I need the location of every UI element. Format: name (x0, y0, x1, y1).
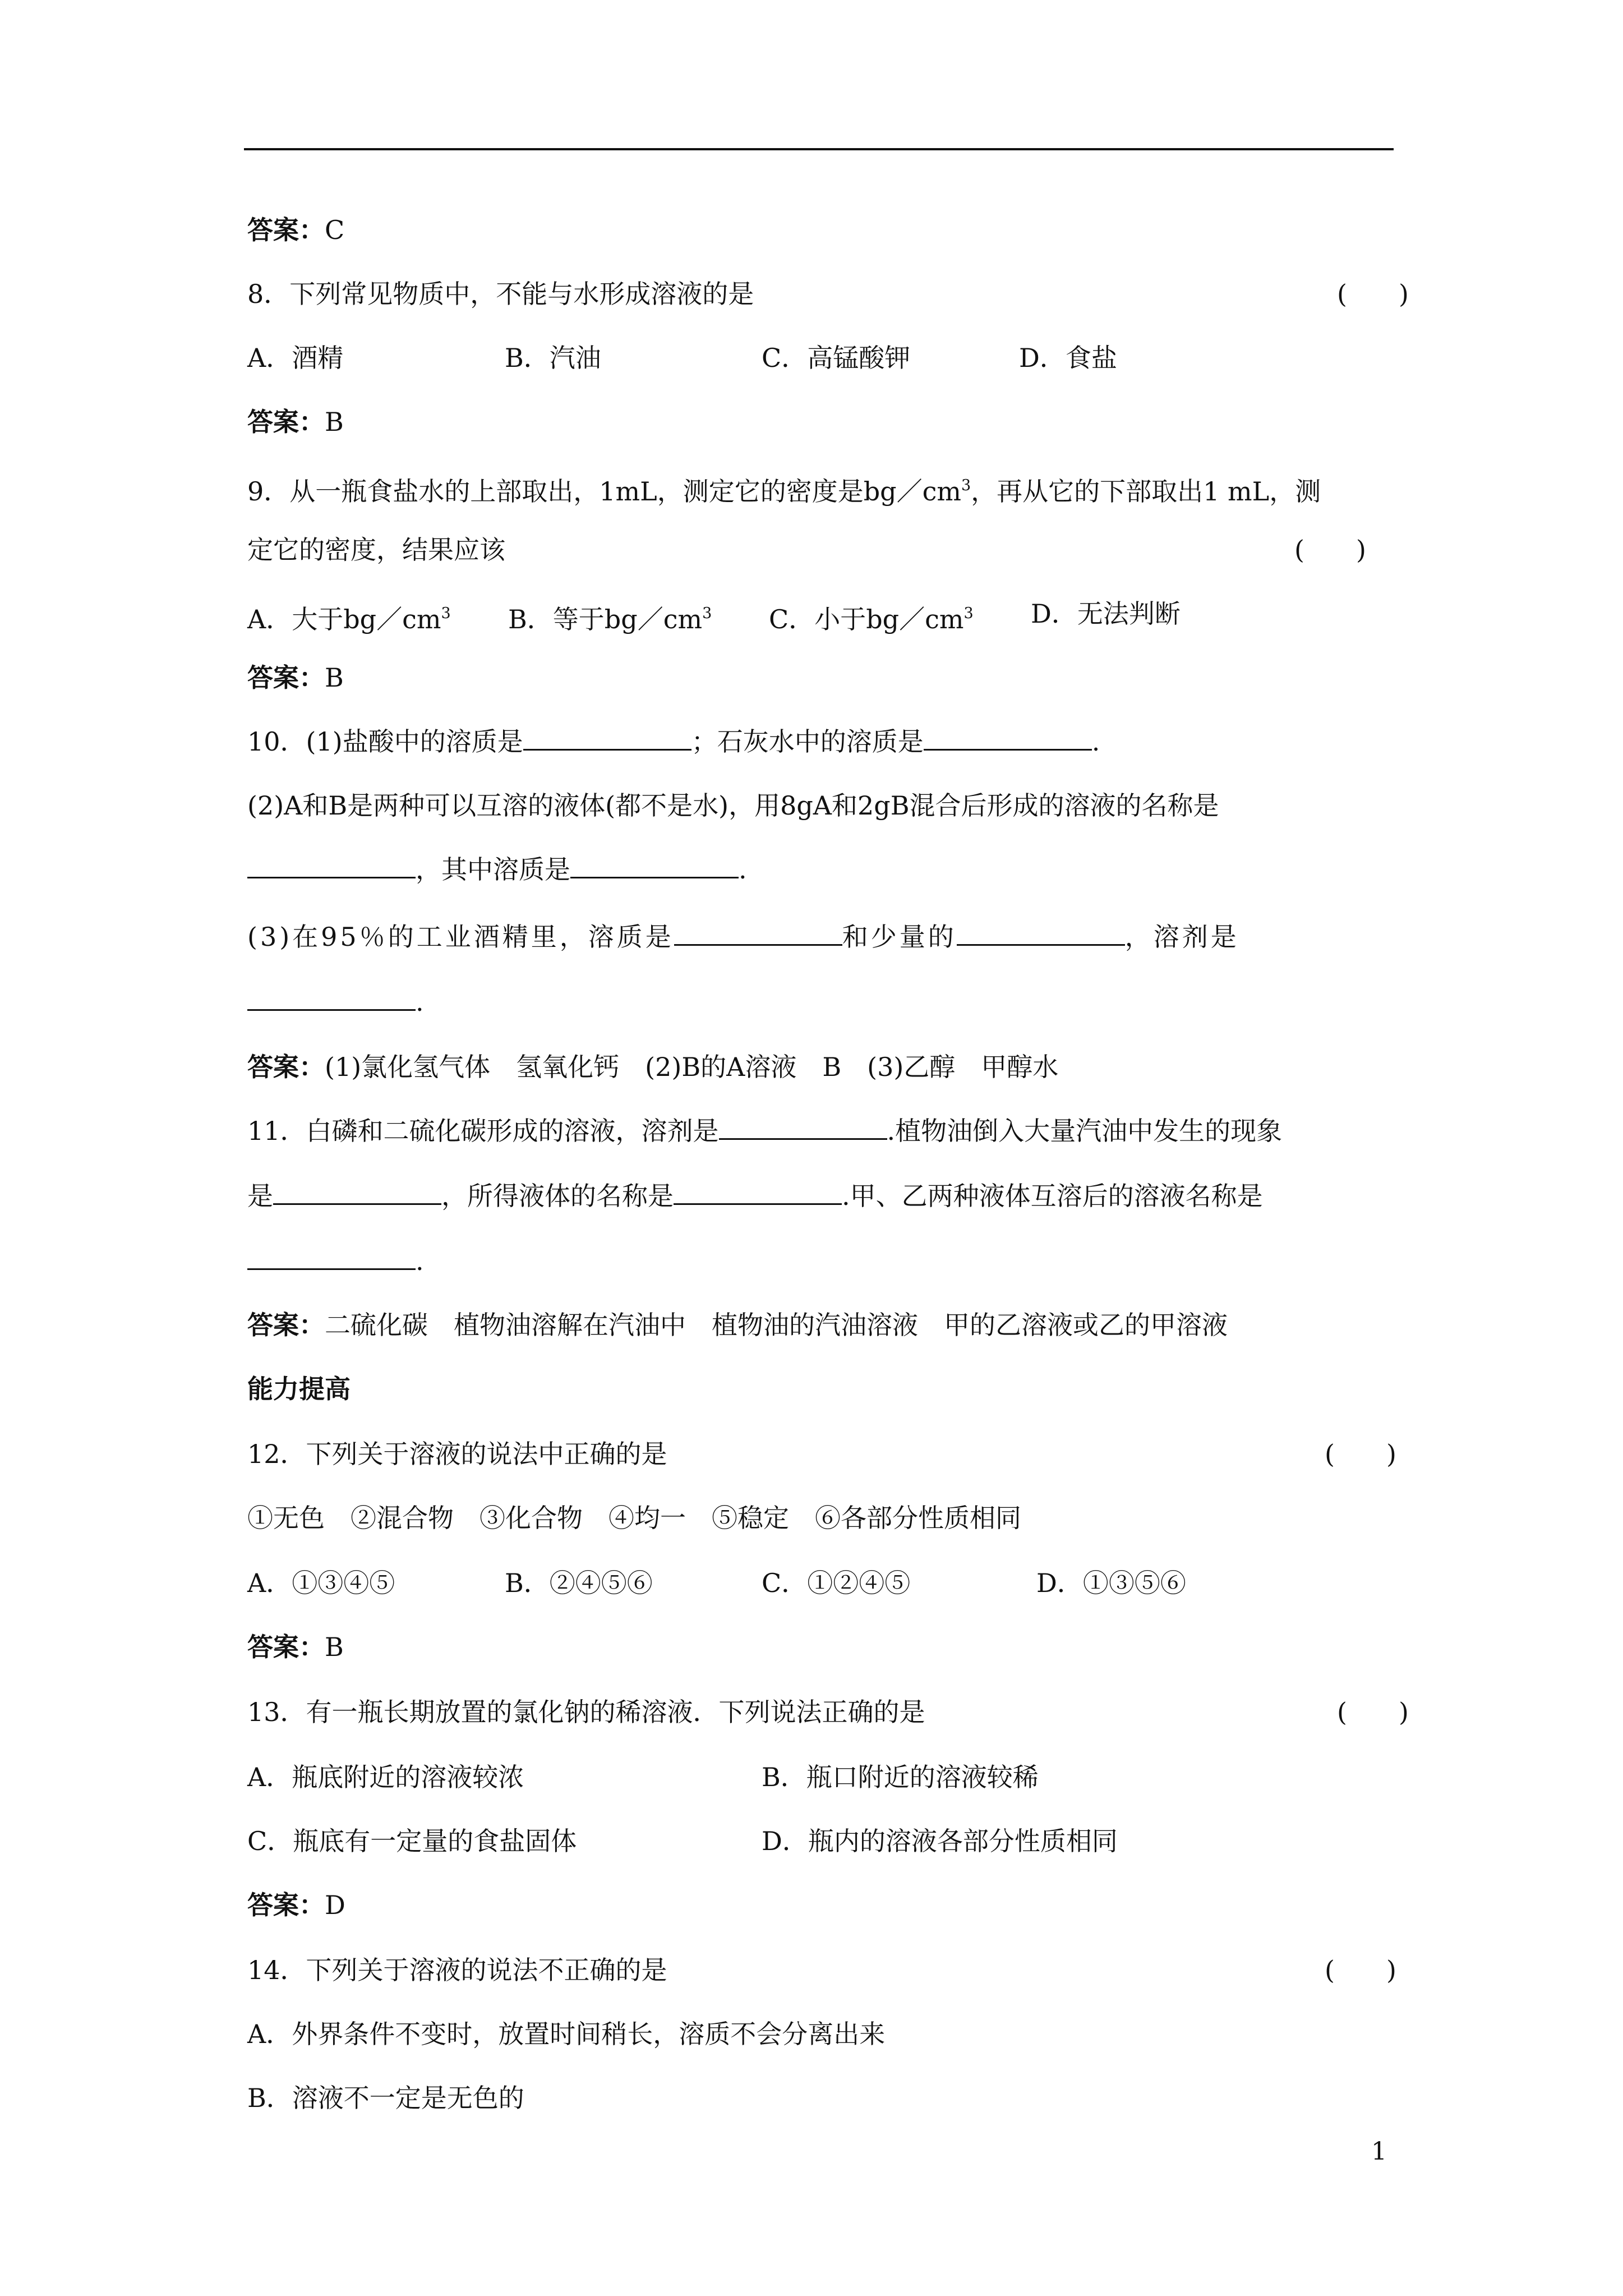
answer-paren: ( ) (1337, 279, 1409, 309)
answer-label: 答案： (247, 407, 325, 437)
fill-blank (719, 1111, 887, 1140)
header-rule (244, 148, 1394, 150)
fill-blank (674, 917, 842, 946)
option-c: C．瓶底有一定量的食盐固体 (247, 1826, 577, 1856)
answer-label: 答案： (247, 1890, 325, 1920)
fill-blank (247, 1241, 416, 1270)
question-text: . (416, 987, 424, 1017)
question-9-line2 (247, 527, 1396, 572)
option-a: A．酒精 (247, 343, 344, 373)
fill-blank (674, 1176, 842, 1205)
answer-label: 答案： (247, 215, 325, 245)
fill-blank (247, 850, 416, 878)
answer-value: (1)氯化氢气体 氢氧化钙 (2)B的A溶液 B (3)乙醇 甲醇水 (325, 1052, 1059, 1082)
question-11-line2 (247, 1174, 1396, 1218)
answer-q12 (247, 1625, 1396, 1669)
answer-label: 答案： (247, 1310, 325, 1340)
question-text: . (739, 854, 747, 885)
page-number: 1 (1371, 2137, 1387, 2166)
fill-blank (247, 982, 416, 1011)
option-a: A．①③④⑤ (247, 1568, 395, 1598)
fill-blank (570, 850, 739, 878)
option-a: A．大于$bg/cm^3$ (247, 604, 451, 634)
question-12-options (247, 1561, 1396, 1605)
answer-q7 (247, 208, 1396, 252)
option-c: C．小于$bg/cm^3$ (769, 604, 974, 634)
answer-label: 答案： (247, 662, 325, 693)
answer-paren: ( ) (1337, 1697, 1409, 1727)
answer-q9 (247, 655, 1396, 700)
answer-q13 (247, 1883, 1396, 1927)
question-text: 和少量的 (842, 922, 957, 952)
option-c: C．①②④⑤ (762, 1568, 911, 1598)
option-b: B．等于$bg/cm^3$ (508, 604, 712, 634)
option-d: D．①③⑤⑥ (1036, 1568, 1186, 1598)
answer-value: B (325, 1632, 344, 1662)
question-text: 是 (247, 1181, 273, 1211)
option-d: D．食盐 (1019, 343, 1117, 373)
fill-blank (924, 722, 1092, 751)
fill-blank (273, 1176, 441, 1205)
question-text: (2)A和B是两种可以互溶的液体(都不是水)，用8gA和2gB混合后形成的溶液的名称是 (247, 790, 1219, 821)
answer-paren: ( ) (1294, 535, 1366, 565)
question-11 (247, 1108, 1396, 1153)
answer-q11 (247, 1303, 1396, 1347)
answer-value: C (325, 215, 345, 245)
fill-blank (957, 917, 1125, 946)
question-text: . (416, 1246, 424, 1276)
section-heading: 能力提高 (247, 1374, 351, 1404)
question-14-option-a: A．外界条件不变时，放置时间稍长，溶质不会分离出来 (247, 2019, 886, 2049)
question-8-options (247, 335, 1396, 380)
question-text: (3)在95％的工业酒精里，溶质是 (247, 922, 674, 952)
option-d: D．瓶内的溶液各部分性质相同 (762, 1826, 1118, 1856)
answer-q10 (247, 1045, 1396, 1089)
answer-value: B (325, 407, 344, 437)
question-text: .植物油倒入大量汽油中发生的现象 (887, 1116, 1283, 1146)
question-stem: 8．下列常见物质中，不能与水形成溶液的是 (247, 279, 754, 309)
question-9 (247, 463, 1396, 508)
question-text: ，所得液体的名称是 (441, 1181, 674, 1211)
option-b: B．瓶口附近的溶液较稀 (762, 1762, 1039, 1792)
answer-value: B (325, 662, 344, 693)
question-11-line3 (247, 1239, 1396, 1283)
question-8 (247, 272, 1409, 316)
answer-label: 答案： (247, 1052, 325, 1082)
answer-q8 (247, 399, 1396, 444)
fill-blank (523, 722, 691, 751)
question-13 (247, 1690, 1409, 1734)
option-d: D．无法判断 (1031, 599, 1181, 629)
question-14-option-b: B．溶液不一定是无色的 (247, 2083, 524, 2113)
question-stem: 12．下列关于溶液的说法中正确的是 (247, 1439, 667, 1469)
question-9-options (247, 591, 1396, 636)
question-13-options-row2 (247, 1819, 1396, 1864)
superscript: 3 (961, 477, 971, 494)
option-b: B．②④⑤⑥ (505, 1568, 653, 1598)
question-14 (247, 1948, 1396, 1993)
answer-paren: ( ) (1325, 1955, 1396, 1985)
question-13-options-row1 (247, 1755, 1396, 1800)
question-stem-part3: 定它的密度，结果应该 (247, 535, 505, 565)
question-stem-part2: ，再从它的下部取出1 mL，测 (971, 476, 1321, 507)
option-c: C．高锰酸钾 (762, 343, 911, 373)
question-10-part3 (247, 914, 1396, 959)
question-10-part3b (247, 979, 1396, 1024)
question-text: ；石灰水中的溶质是 (691, 726, 924, 757)
answer-label: 答案： (247, 1632, 325, 1662)
option-b: B．汽油 (505, 343, 601, 373)
question-12 (247, 1432, 1396, 1476)
question-10 (247, 719, 1396, 764)
question-text: 10．(1)盐酸中的溶质是 (247, 726, 523, 757)
question-stem: 13．有一瓶长期放置的氯化钠的稀溶液．下列说法正确的是 (247, 1697, 925, 1727)
question-text: ，溶剂是 (1124, 922, 1239, 952)
question-text: ，其中溶质是 (416, 854, 570, 885)
option-a: A．瓶底附近的溶液较浓 (247, 1762, 524, 1792)
question-text: . (1091, 726, 1100, 757)
question-stem: 14．下列关于溶液的说法不正确的是 (247, 1955, 667, 1985)
answer-value: D (325, 1890, 345, 1920)
question-text: 11．白磷和二硫化碳形成的溶液，溶剂是 (247, 1116, 719, 1146)
question-10-part2b (247, 847, 1396, 892)
question-10-part2 (247, 783, 1396, 828)
answer-paren: ( ) (1325, 1439, 1396, 1469)
answer-value: 二硫化碳 植物油溶解在汽油中 植物油的汽油溶液 甲的乙溶液或乙的甲溶液 (325, 1310, 1228, 1340)
question-stem-part1: 9．从一瓶食盐水的上部取出，1mL，测定它的密度是bg／cm (247, 476, 961, 507)
question-text: .甲、乙两种液体互溶后的溶液名称是 (842, 1181, 1263, 1211)
question-12-choices: ①无色 ②混合物 ③化合物 ④均一 ⑤稳定 ⑥各部分性质相同 (247, 1503, 1021, 1533)
